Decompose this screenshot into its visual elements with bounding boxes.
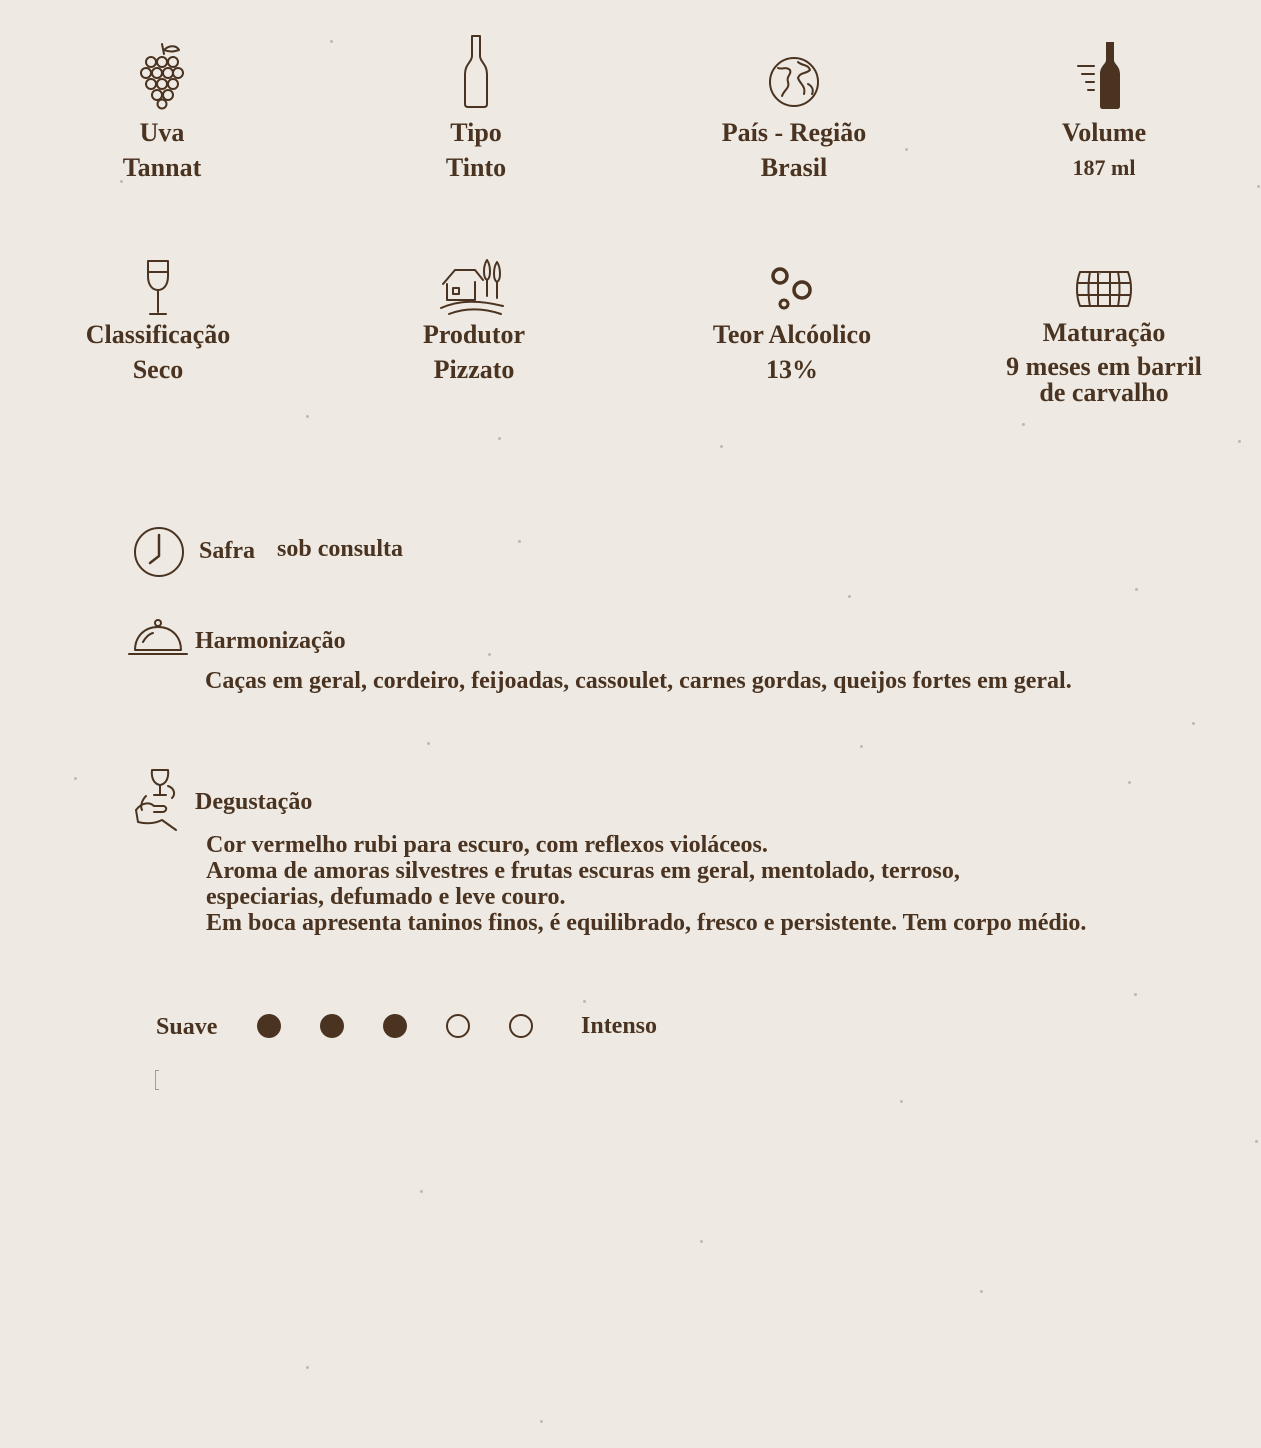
- attr-value: 13%: [766, 355, 818, 384]
- attr-classificacao: [28, 258, 288, 384]
- degustacao-line: Cor vermelho rubi para escuro, com reflexos violáceos.: [206, 832, 768, 858]
- intensity-dot: [509, 1014, 533, 1038]
- paper-speck: [488, 653, 491, 656]
- wine-glass-icon: [28, 258, 288, 320]
- bottle-filled-icon: [974, 40, 1234, 118]
- paper-speck: [583, 1000, 586, 1003]
- intensity-dot: [383, 1014, 407, 1038]
- bottle-outline-icon: [346, 34, 606, 118]
- attr-label: País - Região: [721, 118, 867, 147]
- paper-speck: [306, 1366, 309, 1369]
- attr-label: Uva: [139, 118, 185, 147]
- degustacao-line: especiarias, defumado e leve couro.: [206, 884, 566, 910]
- paper-speck: [518, 540, 521, 543]
- paper-speck: [860, 745, 863, 748]
- cloche-icon: [127, 618, 189, 663]
- paper-speck: [905, 148, 908, 151]
- harmonizacao-title: Harmonização: [195, 628, 346, 654]
- paper-speck: [980, 1290, 983, 1293]
- paper-speck: [1257, 185, 1260, 188]
- paper-speck: [306, 415, 309, 418]
- paper-speck: [1098, 272, 1101, 275]
- attr-value: [974, 354, 1234, 406]
- paper-speck: [120, 180, 123, 183]
- paper-speck: [1255, 1140, 1258, 1143]
- attr-label: Volume: [1061, 118, 1147, 147]
- degustacao-line: Em boca apresenta taninos finos, é equilibrado, fresco e persistente. Tem corpo médio.: [206, 910, 1087, 936]
- intensity-dot: [446, 1014, 470, 1038]
- paper-speck: [1128, 781, 1131, 784]
- attr-maturacao: [974, 266, 1234, 406]
- attr-produtor: [344, 256, 604, 384]
- attr-uva: [32, 40, 292, 182]
- paper-speck: [1135, 588, 1138, 591]
- attr-value: Brasil: [760, 153, 828, 182]
- safra-label: Safra: [199, 538, 255, 564]
- attr-value: Tannat: [122, 153, 202, 182]
- paper-speck: [900, 1100, 903, 1103]
- paper-speck: [74, 777, 77, 780]
- paper-speck: [420, 1190, 423, 1193]
- attr-value: Tinto: [445, 153, 507, 182]
- paper-speck: [1238, 440, 1241, 443]
- safra-value: sob consulta: [277, 536, 404, 562]
- intensity-dot: [320, 1014, 344, 1038]
- paper-speck: [720, 445, 723, 448]
- degustacao-line: Aroma de amoras silvestres e frutas escuras em geral, mentolado, terroso,: [206, 858, 960, 884]
- attr-label: Classificação: [85, 320, 231, 349]
- intensity-max-label: Intenso: [581, 1013, 658, 1039]
- paper-speck: [330, 40, 333, 43]
- paper-speck: [498, 437, 501, 440]
- barrel-icon: [974, 266, 1234, 318]
- attr-value-line: de carvalho: [1039, 378, 1169, 407]
- paper-speck: [1022, 423, 1025, 426]
- harmonizacao-text: Caças em geral, cordeiro, feijoadas, cassoulet, carnes gordas, queijos fortes em geral.: [205, 668, 1072, 694]
- attr-value: Pizzato: [433, 355, 515, 384]
- bubbles-icon: [662, 262, 922, 320]
- paper-speck: [1134, 993, 1137, 996]
- attr-label: Tipo: [450, 118, 502, 147]
- degustacao-title: Degustação: [195, 789, 313, 815]
- attr-label: Produtor: [422, 320, 526, 349]
- paper-speck: [1192, 722, 1195, 725]
- intensity-min-label: Suave: [156, 1014, 218, 1040]
- attr-label: Teor Alcóolico: [712, 320, 872, 349]
- degustacao-text: [206, 832, 1086, 936]
- paper-speck: [848, 595, 851, 598]
- attr-label: Maturação: [1042, 318, 1166, 347]
- attr-value: Seco: [132, 355, 184, 384]
- attr-pais: [664, 40, 924, 182]
- attr-teor: [662, 262, 922, 384]
- intensity-dot: [257, 1014, 281, 1038]
- paper-speck: [540, 1420, 543, 1423]
- attr-volume: [974, 40, 1234, 182]
- paper-speck: [427, 742, 430, 745]
- tasting-hand-icon: [132, 766, 184, 843]
- attr-value: 187 ml: [1072, 155, 1136, 180]
- stray-mark: [155, 1070, 159, 1090]
- attr-value-line: 9 meses em barril: [1006, 352, 1202, 381]
- globe-icon: [664, 40, 924, 118]
- attr-tipo: [346, 34, 606, 182]
- grapes-icon: [32, 40, 292, 118]
- paper-speck: [700, 1240, 703, 1243]
- vineyard-icon: [344, 256, 604, 320]
- clock-icon: [132, 525, 186, 584]
